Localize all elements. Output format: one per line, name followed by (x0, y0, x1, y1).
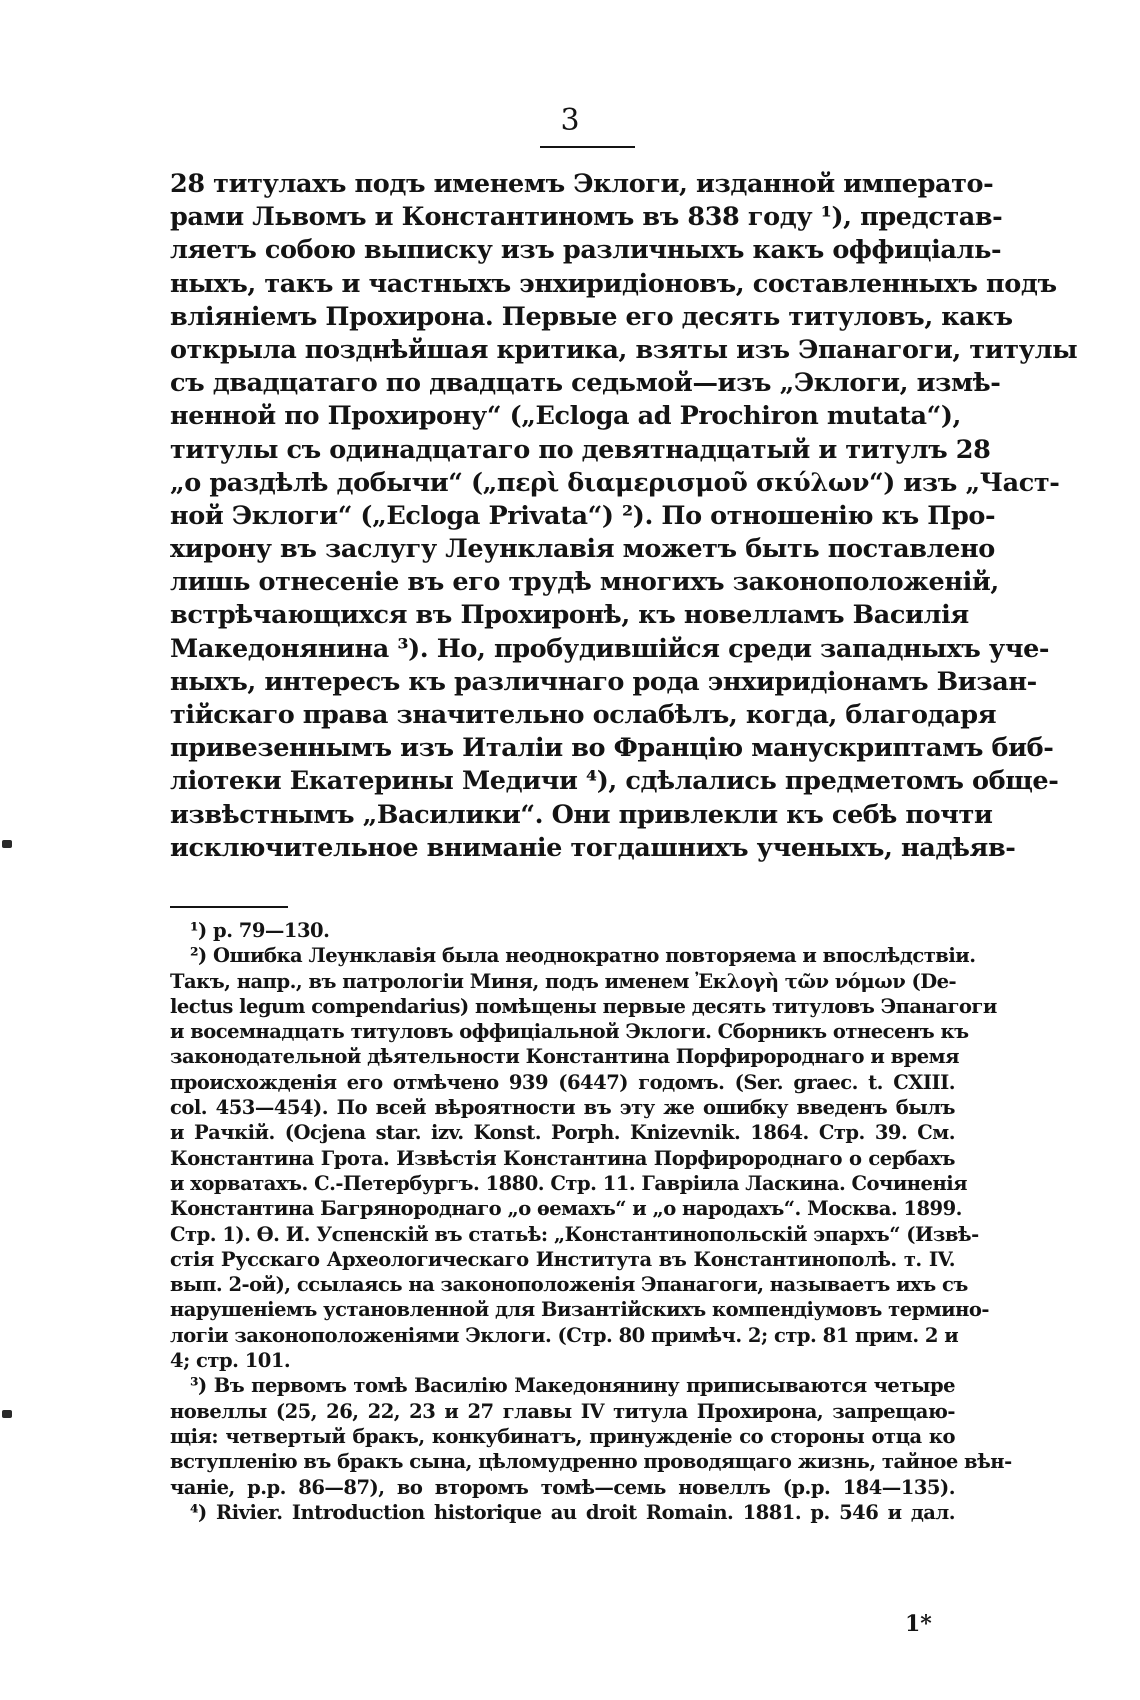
footnote-line: стія Русскаго Археологическаго Института въ Константинополѣ. т. IV. (170, 1247, 955, 1271)
footnote-line: чаніе, p.p. 86—87), во второмъ томѣ—семь новеллъ (p.p. 184—135). (170, 1475, 955, 1499)
text-line: привезеннымъ изъ Италіи во Францію манускриптамъ биб- (170, 733, 1054, 764)
footnote-line: щія: четвертый бракъ, конкубинатъ, принужденіе со стороны отца ко (170, 1424, 955, 1448)
footnote-line: ⁴) Rivier. Introduction historique au droit Romain. 1881. p. 546 и дал. (190, 1500, 955, 1524)
text-line: „о раздѣлѣ добычи“ („περὶ διαμερισμοῦ σκύλων“) изъ „Част- (170, 467, 1060, 498)
text-line: съ двадцатаго по двадцать седьмой—изъ „Эклоги, измѣ- (170, 368, 1001, 399)
text-line: ліотеки Екатерины Медичи ⁴), сдѣлались предметомъ обще- (170, 766, 1059, 797)
header-rule (540, 146, 635, 148)
footnote-line: Стр. 1). Ѳ. И. Успенскій въ статьѣ: „Константинопольскій эпархъ“ (Извѣ- (170, 1222, 979, 1246)
footnote-line: и восемнадцать титуловъ оффиціальной Эклоги. Сборникъ отнесенъ къ (170, 1020, 969, 1044)
text-line: Македонянина ³). Но, пробудившійся среди западныхъ уче- (170, 633, 1050, 664)
footnotes (170, 918, 1012, 1525)
footnote-line: Такъ, напр., въ патрологіи Миня, подъ именем Ἐκλογὴ τῶν νόμων (De- (170, 969, 957, 993)
text-line: 28 титулахъ подъ именемъ Эклоги, изданной императо- (170, 169, 994, 199)
footnote-line: логіи законоположеніями Эклоги. (Стр. 80 примѣч. 2; стр. 81 прим. 2 и (170, 1323, 959, 1347)
footnote-line: и хорватахъ. С.-Петербургъ. 1880. Стр. 11. Гавріила Ласкина. Сочиненія (170, 1171, 968, 1195)
footnote-line: Константина Багрянороднаго „о ѳемахъ“ и „о народахъ“. Москва. 1899. (170, 1197, 962, 1221)
footnote-rule (170, 906, 288, 908)
text-line: открыла позднѣйшая критика, взяты изъ Эпанагоги, титулы (170, 334, 1078, 365)
text-line: лишь отнесеніе въ его трудѣ многихъ законоположеній, (170, 567, 999, 598)
margin-mark (2, 1410, 12, 1418)
footnote-line: 4; стр. 101. (170, 1349, 291, 1373)
text-line: встрѣчающихся въ Прохиронѣ, къ новелламъ Василія (170, 600, 969, 631)
text-line: хирону въ заслугу Леунклавія можетъ быть поставлено (170, 534, 995, 565)
text-line: ляетъ собою выписку изъ различныхъ какъ оффиціаль- (170, 235, 1002, 266)
text-line: ныхъ, такъ и частныхъ энхиридіоновъ, составленныхъ подъ (170, 268, 1057, 299)
text-line: тійскаго права значительно ослабѣлъ, когда, благодаря (170, 700, 997, 730)
text-line: ныхъ, интересъ къ различнаго рода энхиридіонамъ Визан- (170, 666, 1037, 697)
footnote-line: новеллы (25, 26, 22, 23 и 27 главы IV титула Прохирона, запрещаю- (170, 1399, 955, 1423)
footnote-line: ²) Ошибка Леунклавія была неоднократно повторяема и впослѣдствіи. (190, 944, 976, 968)
text-line: исключительное вниманіе тогдашнихъ ученыхъ, надѣяв- (170, 832, 1016, 863)
text-line: ненной по Прохирону“ („Ecloga ad Prochiron mutata“), (170, 401, 961, 432)
signature-mark: 1* (905, 1611, 932, 1637)
footnote-line: вып. 2-ой), ссылаясь на законоположенія Эпанагоги, называетъ ихъ съ (170, 1273, 968, 1297)
page-number: 3 (560, 103, 580, 138)
main-text (170, 168, 1078, 865)
footnote-line: нарушеніемъ установленной для Византійскихъ компендіумовъ термино- (170, 1298, 990, 1322)
margin-mark (2, 840, 12, 848)
text-line: извѣстнымъ „Василики“. Они привлекли къ себѣ почти (170, 799, 993, 830)
footnote-line: происхожденія его отмѣчено 939 (6447) годомъ. (Ser. graec. t. CXIII. (170, 1070, 955, 1094)
footnote-line: вступленію въ бракъ сына, цѣломудренно проводящаго жизнь, тайное вѣн- (170, 1450, 1012, 1474)
footnote-line: законодательной дѣятельности Константина Порфиророднаго и время (170, 1045, 960, 1069)
footnote-line: Константина Грота. Извѣстія Константина Порфиророднаго о сербахъ (170, 1146, 955, 1170)
footnote-line: col. 453—454). По всей вѣроятности въ эту же ошибку введенъ былъ (170, 1096, 955, 1120)
footnote-line: lectus legum compendarius) помѣщены первые десять титуловъ Эпанагоги (170, 994, 997, 1018)
text-line: титулы съ одинадцатаго по девятнадцатый и титулъ 28 (170, 434, 991, 465)
footnote-line: и Рачкій. (Ocjena star. izv. Konst. Porph. Knizevnik. 1864. Стр. 39. См. (170, 1121, 955, 1145)
text-line: рами Львомъ и Константиномъ въ 838 году ¹), представ- (170, 202, 1003, 233)
footnote-line: ¹) p. 79—130. (190, 919, 330, 942)
text-line: вліяніемъ Прохирона. Первые его десять титуловъ, какъ (170, 301, 1013, 332)
footnote-line: ³) Въ первомъ томѣ Василію Македонянину приписываются четыре (190, 1374, 955, 1398)
text-line: ной Эклоги“ („Ecloga Privata“) ²). По отношенію къ Про- (170, 500, 996, 531)
